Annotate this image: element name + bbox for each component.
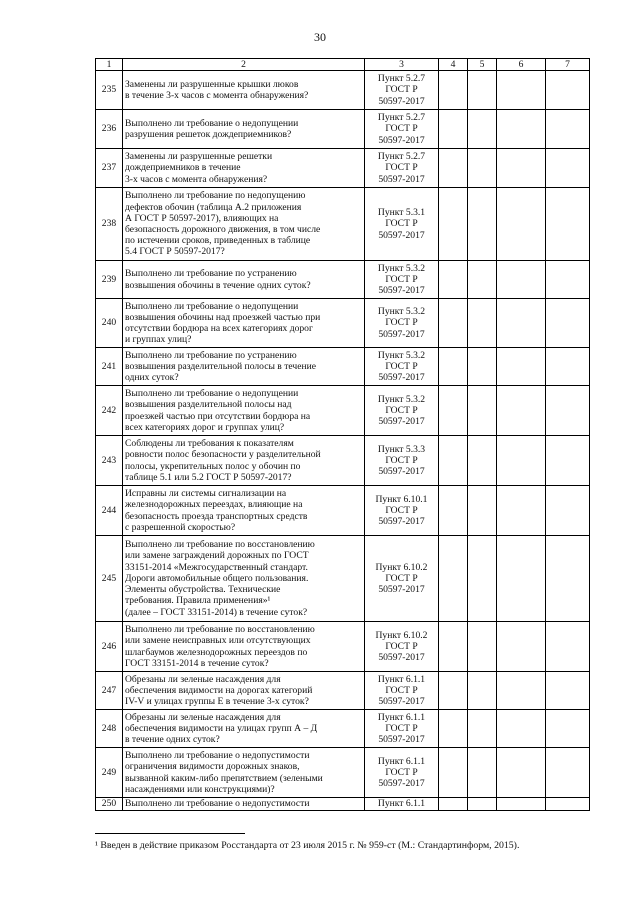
answer-cell-col-4 bbox=[439, 622, 468, 672]
question-line: по истечении сроков, приведенных в таблице bbox=[125, 235, 311, 247]
question-line: отсутствии бордюра на всех категориях дорог bbox=[125, 323, 313, 334]
answer-cell-col-6 bbox=[497, 149, 546, 188]
answer-cell-col-5 bbox=[468, 299, 497, 348]
reference-line: Пункт 5.3.2 bbox=[377, 306, 426, 318]
question-cell bbox=[123, 486, 365, 536]
table-row bbox=[96, 149, 590, 188]
answer-cell-col-5 bbox=[468, 672, 497, 710]
answer-cell-col-4 bbox=[439, 71, 468, 110]
table-row bbox=[96, 486, 590, 536]
answer-cell-col-5 bbox=[468, 622, 497, 672]
row-number: 237 bbox=[96, 149, 123, 188]
reference-cell bbox=[365, 486, 439, 536]
reference-line: ГОСТ Р bbox=[385, 84, 418, 96]
question-line: 3-х часов с момента обнаружения? bbox=[125, 173, 268, 185]
reference-line: Пункт 5.3.2 bbox=[377, 262, 426, 274]
answer-cell-col-6 bbox=[497, 798, 546, 811]
answer-cell-col-6 bbox=[497, 748, 546, 798]
question-line: IV-V и улицах группы Е в течение 3-х суток? bbox=[125, 696, 309, 708]
answer-cell-col-4 bbox=[439, 798, 468, 811]
row-number: 247 bbox=[96, 672, 123, 710]
reference-line: Пункт 6.10.2 bbox=[375, 629, 428, 641]
question-line: ровности полос безопасности у разделительной bbox=[125, 449, 321, 461]
reference-line: ГОСТ Р bbox=[385, 504, 418, 516]
reference-line: 50597-2017 bbox=[378, 516, 425, 528]
answer-cell-col-7 bbox=[546, 386, 590, 436]
question-line: Выполнено ли требование о недопущении bbox=[125, 388, 299, 400]
reference-cell bbox=[365, 386, 439, 436]
col-header-3: 3 bbox=[365, 59, 439, 71]
checklist-table bbox=[95, 58, 590, 811]
reference-line: ГОСТ Р bbox=[385, 766, 418, 778]
question-line: Выполнено ли требование о недопустимости bbox=[125, 798, 310, 810]
answer-cell-col-7 bbox=[546, 486, 590, 536]
reference-cell bbox=[365, 348, 439, 386]
reference-line: 50597-2017 bbox=[378, 134, 425, 146]
answer-cell-col-7 bbox=[546, 110, 590, 149]
answer-cell-col-6 bbox=[497, 261, 546, 299]
reference-line: ГОСТ Р bbox=[385, 572, 418, 584]
reference-cell bbox=[365, 672, 439, 710]
answer-cell-col-4 bbox=[439, 672, 468, 710]
answer-cell-col-4 bbox=[439, 261, 468, 299]
table-body bbox=[96, 71, 590, 811]
reference-line: ГОСТ Р bbox=[385, 218, 418, 230]
table-row bbox=[96, 622, 590, 672]
question-line: Исправны ли системы сигнализации на bbox=[125, 488, 287, 500]
reference-cell bbox=[365, 436, 439, 486]
col-header-1: 1 bbox=[96, 59, 123, 71]
question-line: железнодорожных переездах, влияющие на bbox=[125, 499, 303, 511]
question-cell bbox=[123, 710, 365, 748]
question-line: или замене неисправных или отсутствующих bbox=[125, 635, 311, 647]
table-row bbox=[96, 672, 590, 710]
question-line: разрушения решеток дождеприемников? bbox=[125, 129, 292, 140]
footnote-divider bbox=[95, 833, 245, 834]
row-number: 248 bbox=[96, 710, 123, 748]
question-line: 33151-2014 «Межгосударственный стандарт. bbox=[125, 561, 308, 573]
question-line: 5.4 ГОСТ Р 50597-2017? bbox=[125, 246, 225, 258]
table-row bbox=[96, 798, 590, 811]
answer-cell-col-7 bbox=[546, 710, 590, 748]
question-cell bbox=[123, 348, 365, 386]
reference-line: 50597-2017 bbox=[378, 285, 425, 297]
answer-cell-col-5 bbox=[468, 748, 497, 798]
table-row bbox=[96, 110, 590, 149]
question-cell bbox=[123, 536, 365, 622]
question-line: или замене заграждений дорожных по ГОСТ bbox=[125, 550, 309, 562]
question-line: таблице 5.1 или 5.2 ГОСТ Р 50597-2017? bbox=[125, 471, 292, 483]
row-number: 249 bbox=[96, 748, 123, 798]
reference-cell bbox=[365, 110, 439, 149]
reference-cell bbox=[365, 299, 439, 348]
question-cell bbox=[123, 436, 365, 486]
footnote: ¹ Введен в действие приказом Росстандарта от 23 июля 2015 г. № 959-ст (М.: Стандартинформ, 2015). bbox=[95, 840, 520, 851]
question-line: Обрезаны ли зеленые насаждения для bbox=[125, 673, 281, 685]
question-line: Выполнено ли требование о недопущении bbox=[125, 300, 299, 312]
reference-line: ГОСТ Р bbox=[385, 317, 418, 329]
answer-cell-col-7 bbox=[546, 672, 590, 710]
table-row bbox=[96, 710, 590, 748]
answer-cell-col-6 bbox=[497, 71, 546, 110]
col-header-4: 4 bbox=[439, 59, 468, 71]
answer-cell-col-7 bbox=[546, 188, 590, 261]
answer-cell-col-6 bbox=[497, 436, 546, 486]
col-header-7: 7 bbox=[546, 59, 590, 71]
row-number: 250 bbox=[96, 798, 123, 811]
question-line: Выполнено ли требование о недопущении bbox=[125, 117, 299, 129]
table-row bbox=[96, 748, 590, 798]
reference-line: 50597-2017 bbox=[378, 328, 425, 340]
question-line: дождеприемников в течение bbox=[125, 162, 241, 174]
table-row bbox=[96, 299, 590, 348]
table-row bbox=[96, 71, 590, 110]
question-line: вызванной каким-либо препятствием (зелеными bbox=[125, 772, 323, 784]
answer-cell-col-5 bbox=[468, 798, 497, 811]
answer-cell-col-4 bbox=[439, 710, 468, 748]
reference-line: 50597-2017 bbox=[378, 652, 425, 664]
reference-line: ГОСТ Р bbox=[385, 722, 418, 734]
reference-cell bbox=[365, 188, 439, 261]
reference-cell bbox=[365, 748, 439, 798]
answer-cell-col-7 bbox=[546, 299, 590, 348]
question-line: Выполнено ли требование по устранению bbox=[125, 349, 297, 361]
answer-cell-col-5 bbox=[468, 261, 497, 299]
answer-cell-col-6 bbox=[497, 622, 546, 672]
answer-cell-col-7 bbox=[546, 622, 590, 672]
question-line: Выполнено ли требование по восстановлению bbox=[125, 624, 315, 636]
answer-cell-col-6 bbox=[497, 110, 546, 149]
page-number: 30 bbox=[314, 30, 326, 44]
question-cell bbox=[123, 798, 365, 811]
answer-cell-col-7 bbox=[546, 149, 590, 188]
reference-cell bbox=[365, 536, 439, 622]
reference-line: 50597-2017 bbox=[378, 416, 425, 428]
answer-cell-col-5 bbox=[468, 71, 497, 110]
table-row bbox=[96, 348, 590, 386]
answer-cell-col-7 bbox=[546, 798, 590, 811]
answer-cell-col-5 bbox=[468, 188, 497, 261]
reference-line: ГОСТ Р bbox=[385, 360, 418, 372]
question-line: обеспечения видимости на улицах групп А – Д bbox=[125, 722, 318, 734]
question-cell bbox=[123, 672, 365, 710]
answer-cell-col-4 bbox=[439, 299, 468, 348]
row-number: 243 bbox=[96, 436, 123, 486]
answer-cell-col-6 bbox=[497, 386, 546, 436]
question-line: Выполнено ли требование по недопущению bbox=[125, 190, 306, 202]
answer-cell-col-4 bbox=[439, 188, 468, 261]
reference-cell bbox=[365, 798, 439, 811]
reference-line: Пункт 6.10.2 bbox=[375, 561, 428, 573]
question-line: проезжей частью при отсутствии бордюра на bbox=[125, 410, 311, 422]
col-header-2: 2 bbox=[123, 59, 365, 71]
reference-line: 50597-2017 bbox=[378, 696, 425, 708]
question-line: Заменены ли разрушенные решетки bbox=[125, 151, 273, 163]
question-line: возвышения обочины над проезжей частью при bbox=[125, 311, 321, 323]
reference-line: 50597-2017 bbox=[378, 229, 425, 241]
answer-cell-col-4 bbox=[439, 486, 468, 536]
reference-line: Пункт 5.2.7 bbox=[377, 151, 426, 163]
answer-cell-col-6 bbox=[497, 536, 546, 622]
answer-cell-col-5 bbox=[468, 710, 497, 748]
question-line: с разрешенной скоростью? bbox=[125, 521, 236, 533]
reference-cell bbox=[365, 71, 439, 110]
answer-cell-col-6 bbox=[497, 348, 546, 386]
table-row bbox=[96, 436, 590, 486]
reference-line: 50597-2017 bbox=[378, 734, 425, 746]
reference-line: Пункт 5.3.2 bbox=[377, 393, 426, 405]
question-line: Элементы обустройства. Технические bbox=[125, 584, 281, 596]
answer-cell-col-7 bbox=[546, 436, 590, 486]
question-line: ГОСТ 33151-2014 в течение суток? bbox=[125, 657, 269, 669]
reference-cell bbox=[365, 710, 439, 748]
reference-line: Пункт 6.1.1 bbox=[377, 755, 426, 767]
question-line: Выполнено ли требование о недопустимости bbox=[125, 750, 310, 762]
answer-cell-col-7 bbox=[546, 348, 590, 386]
reference-line: ГОСТ Р bbox=[385, 404, 418, 416]
row-number: 238 bbox=[96, 188, 123, 261]
answer-cell-col-5 bbox=[468, 536, 497, 622]
answer-cell-col-7 bbox=[546, 71, 590, 110]
question-line: возвышения разделительной полосы над bbox=[125, 399, 292, 411]
question-cell bbox=[123, 386, 365, 436]
answer-cell-col-5 bbox=[468, 486, 497, 536]
question-line: одних суток? bbox=[125, 372, 179, 384]
reference-line: Пункт 5.3.1 bbox=[377, 207, 426, 219]
row-number: 245 bbox=[96, 536, 123, 622]
reference-line: 50597-2017 bbox=[378, 584, 425, 596]
question-cell bbox=[123, 110, 365, 149]
question-line: и группах улиц? bbox=[125, 334, 192, 346]
answer-cell-col-6 bbox=[497, 486, 546, 536]
row-number: 246 bbox=[96, 622, 123, 672]
question-line: обеспечения видимости на дорогах категорий bbox=[125, 684, 313, 696]
reference-line: ГОСТ Р bbox=[385, 684, 418, 696]
answer-cell-col-6 bbox=[497, 710, 546, 748]
row-number: 241 bbox=[96, 348, 123, 386]
row-number: 240 bbox=[96, 299, 123, 348]
reference-line: Пункт 5.2.7 bbox=[377, 112, 426, 124]
table-row bbox=[96, 536, 590, 622]
header-row bbox=[96, 59, 590, 71]
question-cell bbox=[123, 299, 365, 348]
reference-line: 50597-2017 bbox=[378, 466, 425, 478]
answer-cell-col-5 bbox=[468, 149, 497, 188]
reference-line: Пункт 6.10.1 bbox=[375, 493, 428, 505]
answer-cell-col-5 bbox=[468, 348, 497, 386]
reference-line: ГОСТ Р bbox=[385, 273, 418, 285]
answer-cell-col-4 bbox=[439, 149, 468, 188]
question-line: Выполнено ли требование по восстановлению bbox=[125, 539, 315, 551]
answer-cell-col-7 bbox=[546, 261, 590, 299]
question-line: в течение одних суток? bbox=[125, 734, 220, 746]
question-cell bbox=[123, 748, 365, 798]
question-line: всех категориях дорог и группах улиц? bbox=[125, 421, 285, 433]
answer-cell-col-5 bbox=[468, 436, 497, 486]
row-number: 242 bbox=[96, 386, 123, 436]
row-number: 239 bbox=[96, 261, 123, 299]
answer-cell-col-6 bbox=[497, 672, 546, 710]
reference-line: ГОСТ Р bbox=[385, 454, 418, 466]
reference-cell bbox=[365, 622, 439, 672]
col-header-5: 5 bbox=[468, 59, 497, 71]
answer-cell-col-4 bbox=[439, 748, 468, 798]
question-line: Соблюдены ли требования к показателям bbox=[125, 438, 294, 450]
reference-line: 50597-2017 bbox=[378, 95, 425, 107]
reference-line: Пункт 5.3.3 bbox=[377, 443, 426, 455]
question-line: ограничения видимости дорожных знаков, bbox=[125, 761, 300, 773]
question-line: возвышения разделительной полосы в течение bbox=[125, 360, 317, 372]
reference-line: Пункт 5.3.2 bbox=[377, 349, 426, 361]
question-line: (далее – ГОСТ 33151-2014) в течение суток? bbox=[125, 606, 308, 618]
reference-line: 50597-2017 bbox=[378, 778, 425, 790]
row-number: 235 bbox=[96, 71, 123, 110]
question-line: возвышения обочины в течение одних суток? bbox=[125, 279, 311, 291]
question-line: в течение 3-х часов с момента обнаружения? bbox=[125, 90, 309, 101]
question-line: безопасность проезда транспортных средств bbox=[125, 510, 308, 522]
reference-cell bbox=[365, 261, 439, 299]
question-cell bbox=[123, 622, 365, 672]
answer-cell-col-4 bbox=[439, 348, 468, 386]
table-row bbox=[96, 386, 590, 436]
answer-cell-col-4 bbox=[439, 386, 468, 436]
question-line: А ГОСТ Р 50597-2017), влияющих на bbox=[125, 212, 279, 224]
col-header-6: 6 bbox=[497, 59, 546, 71]
question-line: полосы, укрепительных полос у обочин по bbox=[125, 460, 301, 472]
question-cell bbox=[123, 149, 365, 188]
reference-line: Пункт 6.1.1 bbox=[377, 798, 426, 810]
reference-line: Пункт 6.1.1 bbox=[377, 673, 426, 685]
answer-cell-col-6 bbox=[497, 188, 546, 261]
question-line: шлагбаумов железнодорожных переездов по bbox=[125, 646, 308, 658]
row-number: 236 bbox=[96, 110, 123, 149]
reference-line: ГОСТ Р bbox=[385, 162, 418, 174]
answer-cell-col-4 bbox=[439, 110, 468, 149]
answer-cell-col-6 bbox=[497, 299, 546, 348]
question-cell bbox=[123, 71, 365, 110]
answer-cell-col-4 bbox=[439, 536, 468, 622]
reference-line: ГОСТ Р bbox=[385, 640, 418, 652]
reference-line: 50597-2017 bbox=[378, 372, 425, 384]
answer-cell-col-7 bbox=[546, 748, 590, 798]
reference-line: 50597-2017 bbox=[378, 173, 425, 185]
reference-line: ГОСТ Р bbox=[385, 123, 418, 135]
answer-cell-col-5 bbox=[468, 386, 497, 436]
reference-line: Пункт 6.1.1 bbox=[377, 711, 426, 723]
question-line: безопасность дорожного движения, в том числе bbox=[125, 224, 321, 235]
answer-cell-col-5 bbox=[468, 110, 497, 149]
row-number: 244 bbox=[96, 486, 123, 536]
reference-line: Пункт 5.2.7 bbox=[377, 73, 426, 85]
question-line: Заменены ли разрушенные крышки люков bbox=[125, 78, 299, 90]
question-line: Выполнено ли требование по устранению bbox=[125, 268, 297, 280]
question-line: насаждениями или конструкциями)? bbox=[125, 783, 275, 795]
reference-cell bbox=[365, 149, 439, 188]
question-cell bbox=[123, 188, 365, 261]
table-row bbox=[96, 188, 590, 261]
question-line: требования. Правила применения»¹ bbox=[125, 595, 271, 607]
question-line: Обрезаны ли зеленые насаждения для bbox=[125, 711, 281, 723]
question-line: Дороги автомобильные общего пользования. bbox=[125, 572, 309, 584]
answer-cell-col-7 bbox=[546, 536, 590, 622]
question-line: дефектов обочин (таблица А.2 приложения bbox=[125, 201, 302, 213]
question-cell bbox=[123, 261, 365, 299]
answer-cell-col-4 bbox=[439, 436, 468, 486]
table-row bbox=[96, 261, 590, 299]
